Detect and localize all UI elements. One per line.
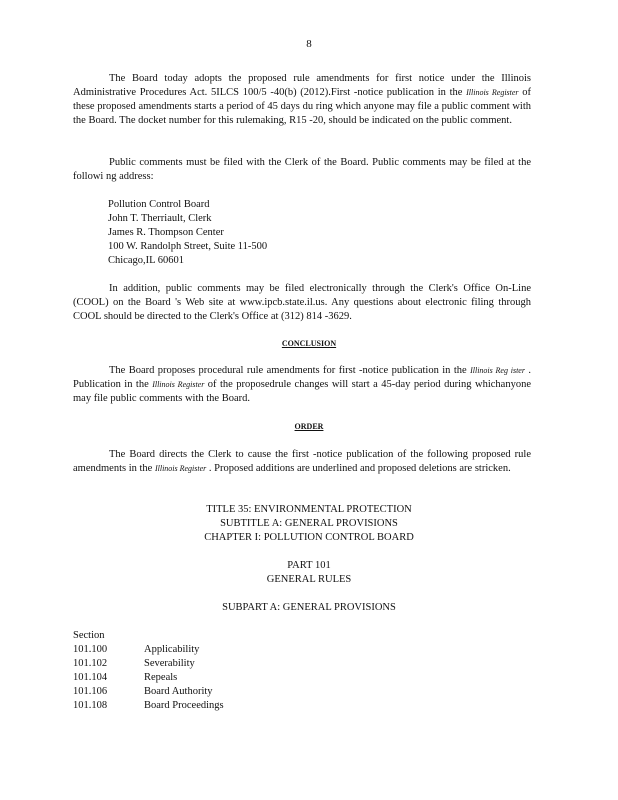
conclusion-heading	[0, 339, 618, 348]
paragraph-text: The Board today adopts the proposed rule amendments for first notice under the Illinois Administrative Procedures Act. 5ILCS 100/5 -40(b) (2012).First -notice publication in the	[73, 73, 531, 98]
italic-register: Illinois Register	[154, 464, 207, 473]
paragraph-text: . Publication in the	[73, 365, 532, 390]
italic-register: Illinois Register	[152, 380, 205, 389]
list-item	[73, 671, 373, 685]
paragraph-text: of these proposed amendments starts a period of 45 days du ring which anyone may file a public comment with the Board. The docket number for this rulemaking, R15 -20, should be indicated on the public comment.	[73, 87, 532, 126]
section-number: 101.102	[73, 658, 108, 669]
section-title: Board Authority	[144, 686, 213, 697]
order-heading	[0, 422, 618, 431]
section-number: 101.106	[73, 686, 108, 697]
address-line: Chicago,IL 60601	[108, 255, 185, 266]
address-line: John T. Therriault, Clerk	[108, 213, 212, 224]
section-title: Severability	[144, 658, 195, 669]
paragraph-text: The Board directs the Clerk to cause the first -notice publication of the following proposed rule amendments in the	[73, 449, 531, 474]
section-label: Section	[73, 630, 105, 641]
address-line: Pollution Control Board	[108, 199, 210, 210]
list-item	[73, 657, 373, 671]
page-number: 8	[306, 38, 312, 50]
italic-register: Illinois Register	[466, 88, 519, 97]
paragraph-conclusion	[73, 364, 531, 406]
paragraph-order	[73, 448, 531, 476]
section-title: Repeals	[144, 672, 178, 683]
title-block	[0, 503, 618, 545]
address-line: James R. Thompson Center	[108, 227, 224, 238]
section-number: 101.100	[73, 644, 108, 655]
subtitle-line: SUBTITLE A: GENERAL PROVISIONS	[220, 518, 398, 529]
heading-text: CONCLUSION	[281, 339, 337, 348]
section-number: 101.108	[73, 700, 108, 711]
subpart-heading: SUBPART A: GENERAL PROVISIONS	[222, 602, 396, 613]
section-number: 101.104	[73, 672, 108, 683]
title-line: TITLE 35: ENVIRONMENTAL PROTECTION	[206, 504, 412, 515]
list-item	[73, 699, 373, 713]
chapter-line: CHAPTER I: POLLUTION CONTROL BOARD	[204, 532, 414, 543]
italic-register: Illinois Reg ister	[470, 366, 525, 375]
section-list	[73, 629, 373, 713]
part-title-line: GENERAL RULES	[266, 574, 352, 585]
part-block	[0, 559, 618, 587]
section-title: Applicability	[144, 644, 200, 655]
part-line: PART 101	[287, 560, 331, 571]
paragraph-electronic-filing: In addition, public comments may be filed electronically through the Clerk's Office On-Line (COOL) on the Board 's Web site at www.ipcb.state.il.us. Any questions about electronic filing through COOL should be directed to the Clerk's Office at (312) 814 -3629.	[73, 283, 531, 322]
address-line: 100 W. Randolph Street, Suite 11-500	[108, 241, 268, 252]
paragraph-public-comments: Public comments must be filed with the Clerk of the Board. Public comments may be filed at the followi ng address:	[73, 157, 531, 182]
heading-text: ORDER	[294, 422, 324, 431]
paragraph-text: The Board proposes procedural rule amendments for first -notice publication in the	[109, 365, 467, 376]
paragraph-first-notice	[73, 72, 531, 128]
paragraph-text: of the proposedrule changes will start a 45-day period during whichanyone may file public comments with the Board.	[73, 379, 531, 404]
list-item	[73, 685, 373, 699]
section-title: Board Proceedings	[144, 700, 224, 711]
list-item	[73, 643, 373, 657]
address-block	[108, 198, 408, 268]
paragraph-text: . Proposed additions are underlined and proposed deletions are stricken.	[208, 463, 511, 474]
